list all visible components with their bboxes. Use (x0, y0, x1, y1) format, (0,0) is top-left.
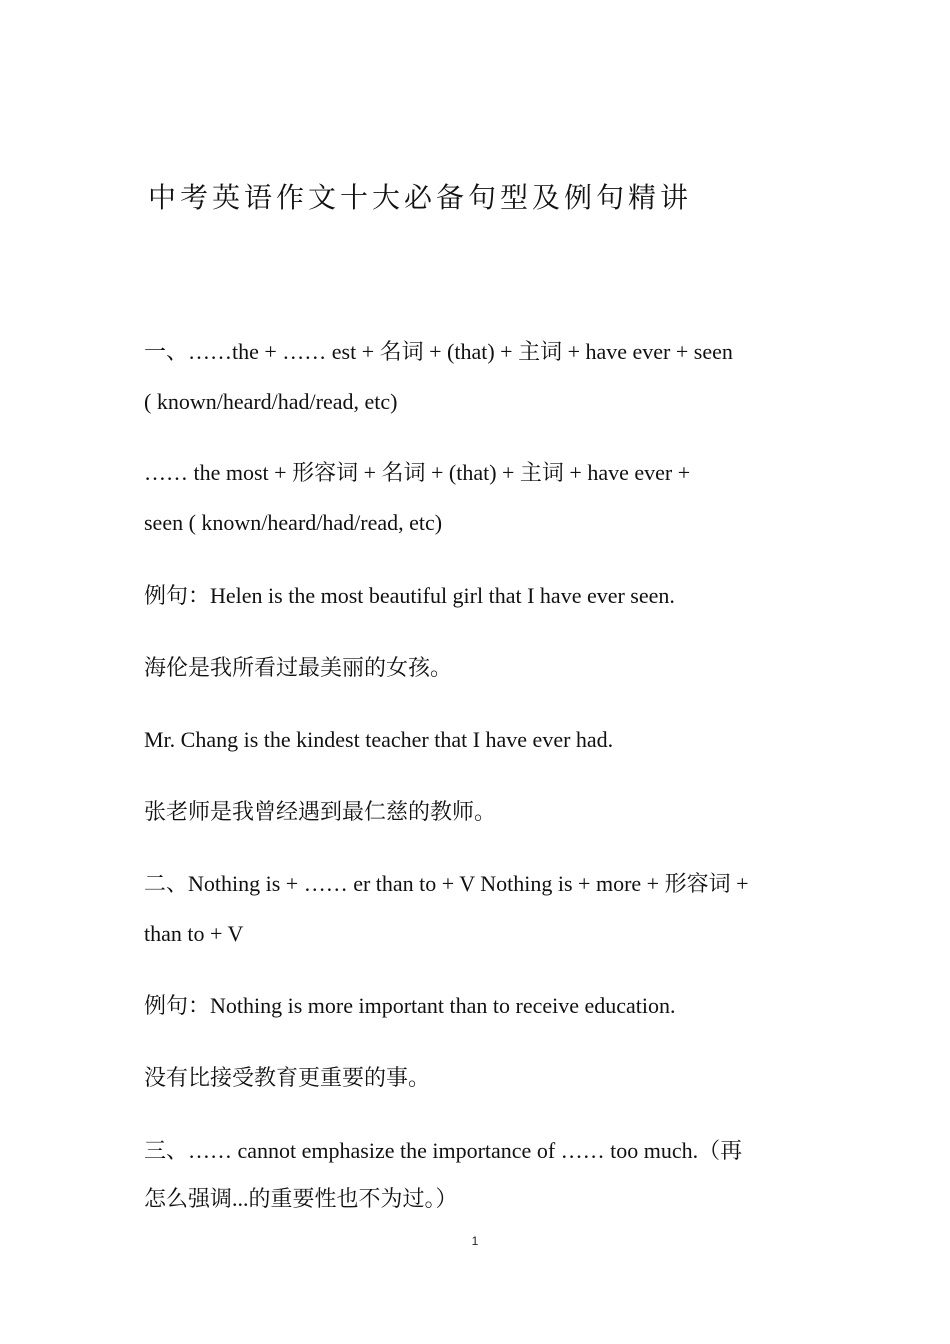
example-1-english: 例句：Helen is the most beautiful girl that I have ever seen. (144, 583, 675, 608)
pattern-2-line-1: 二、Nothing is + …… er than to + V Nothing is + more + 形容词 + (144, 871, 749, 896)
pattern-1-alt-line-2: seen ( known/heard/had/read, etc) (144, 510, 443, 535)
page-number: 1 (471, 1234, 479, 1248)
example-2-chinese: 张老师是我曾经遇到最仁慈的教师。 (144, 799, 497, 824)
pattern-1-alt-line-1: …… the most + 形容词 + 名词 + (that) + 主词 + have ever + (144, 460, 691, 485)
example-3-chinese: 没有比接受教育更重要的事。 (144, 1065, 431, 1090)
pattern-1-line-2: ( known/heard/had/read, etc) (144, 389, 398, 414)
pattern-1-line-1: 一、……the + …… est + 名词 + (that) + 主词 + have ever + seen (144, 339, 733, 364)
pattern-2-line-2: than to + V (144, 921, 244, 946)
pattern-3-line-2: 怎么强调...的重要性也不为过。） (144, 1186, 458, 1211)
document-title: 中考英语作文十大必备句型及例句精讲 (148, 181, 693, 214)
example-2-english: Mr. Chang is the kindest teacher that I have ever had. (144, 727, 614, 752)
example-1-chinese: 海伦是我所看过最美丽的女孩。 (144, 655, 453, 680)
pattern-3-line-1: 三、…… cannot emphasize the importance of …… too much.（再 (144, 1138, 743, 1163)
example-3-english: 例句：Nothing is more important than to receive education. (144, 993, 676, 1018)
